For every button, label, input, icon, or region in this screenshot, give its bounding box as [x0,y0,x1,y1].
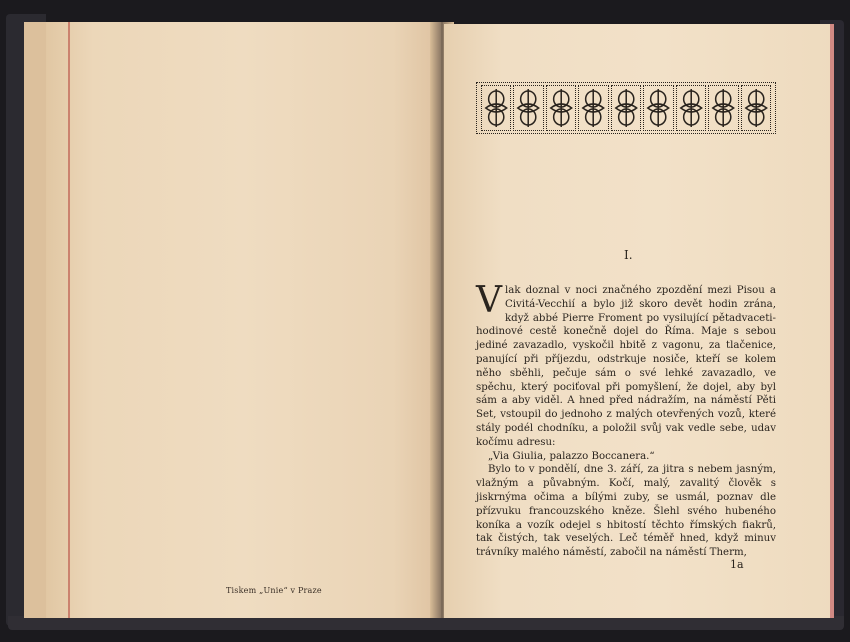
figure-eight-knot-icon [741,85,771,131]
paragraph-opening [476,280,776,450]
page-edge-line [68,22,70,618]
chapter-number: I. [624,248,633,262]
figure-eight-knot-icon [611,85,641,131]
book-cover-bottom [8,616,844,630]
figure-eight-knot-icon [708,85,738,131]
figure-eight-knot-icon [546,85,576,131]
drop-cap: V [476,280,502,321]
figure-eight-knot-icon [481,85,511,131]
page-edge-pink [830,24,834,618]
figure-eight-knot-icon [643,85,673,131]
decorative-header-band [476,82,776,134]
printer-imprint: Tiskem „Unie“ v Praze [226,586,322,595]
paragraph-1-text: lak doznal v noci značného zpozdění mezi Pisou a Civitá-Vecchií a bylo již skoro devět hodin zrána, když abbé Pierre Froment po vysilující pětadvaceti-hodinové cestě konečně dojel do Říma. Maje s sebou jediné zavazadlo, vyskočil hbitě z vagonu, za tlačenice, panující při příjezdu, odstrkuje nosiče, kteří se kolem něho sběhli, pečuje sám o své lehké zavazadlo, ve spěchu, který pociťoval při pomyšlení, že dojel, aby byl sám a aby viděl. A hned před nádražím, na náměstí Pěti Set, vstoupil do jednoho z malých otevřených vozů, které stály podél chodníku, a položil svůj vak vedle sebe, udav kočímu adresu: [476,285,776,448]
figure-eight-knot-icon [676,85,706,131]
quoted-address: „Via Giulia, palazzo Boccanera.“ [488,450,655,462]
paragraph-2: Bylo to v pondělí, dne 3. září, za jitra s nebem jasným, vlažným a půvabným. Kočí, malý, zavalitý člověk s jiskrnýma očima a bílými zuby, se usmál, poznav dle přízvuku francouzského kněze. Šlehl svého hubeného koníka a vozík odejel s hbitostí těchto římských fiakrů, tak čistých, tak veselých. Leč téměř hned, když minuv trávníky malého náměstí, zabočil na náměstí Therm, [476,464,776,559]
bleed-through-ghost [196,142,386,202]
figure-eight-knot-icon [513,85,543,131]
right-page [444,24,834,618]
page-number: 1a [730,558,744,571]
figure-eight-knot-icon [578,85,608,131]
body-text [476,280,776,560]
left-page [24,22,440,618]
